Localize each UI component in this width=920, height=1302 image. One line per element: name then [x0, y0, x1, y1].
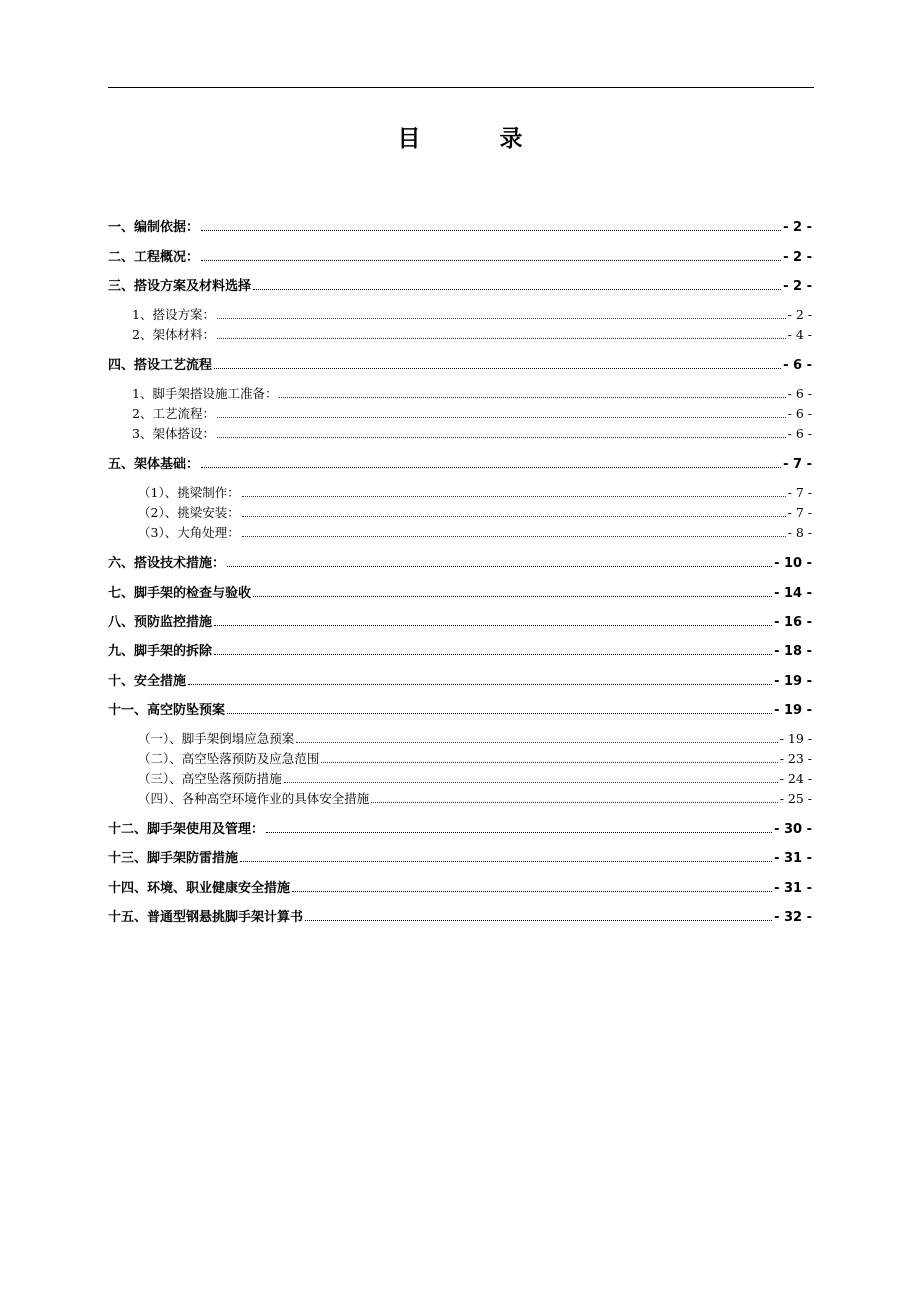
toc-subentry[interactable]	[108, 404, 812, 421]
toc-entry[interactable]	[108, 246, 812, 264]
toc-subentry[interactable]	[108, 769, 812, 786]
toc-leader	[217, 408, 786, 418]
toc-subentry[interactable]	[108, 325, 812, 342]
toc-entry-label: 2、工艺流程：	[132, 406, 215, 421]
toc-entry-label: 七、脚手架的检查与验收	[108, 586, 252, 601]
toc-entry-page: - 7 -	[787, 505, 812, 520]
toc-entry-label: 3、架体搭设：	[132, 426, 215, 441]
toc-entry-label: （3）、大角处理：	[138, 525, 240, 540]
toc-entry[interactable]	[108, 670, 812, 688]
toc-entry-label: （四）、各种高空环境作业的具体安全措施	[138, 791, 370, 806]
toc-leader	[201, 251, 781, 261]
toc-entry-label: （三）、高空坠落预防措施	[138, 771, 282, 786]
toc-entry-page: - 2 -	[783, 279, 812, 294]
toc-entry-label: 一、编制依据：	[108, 220, 200, 235]
toc-entry[interactable]	[108, 906, 812, 924]
toc-entry-page: - 24 -	[779, 771, 812, 786]
toc-leader	[217, 309, 786, 319]
toc-entry-label: 十五、普通型钢悬挑脚手架计算书	[108, 910, 304, 925]
toc-entry-label: 十四、环境、职业健康安全措施	[108, 881, 291, 896]
toc-leader	[227, 704, 772, 714]
toc-subentry[interactable]	[108, 424, 812, 441]
toc-entry-label: 十二、脚手架使用及管理：	[108, 822, 265, 837]
toc-leader	[201, 458, 781, 468]
toc-entry[interactable]	[108, 582, 812, 600]
toc-leader	[242, 507, 786, 517]
toc-entry-page: - 19 -	[774, 674, 812, 689]
toc-entry-page: - 16 -	[774, 615, 812, 630]
toc-subentry[interactable]	[108, 503, 812, 520]
toc-subentry[interactable]	[108, 789, 812, 806]
toc-leader	[188, 675, 772, 685]
toc-entry-page: - 30 -	[774, 822, 812, 837]
toc-entry-page: - 2 -	[787, 307, 812, 322]
toc-leader	[279, 388, 785, 398]
toc-entry-label: （一）、脚手架倒塌应急预案	[138, 731, 295, 746]
header-rule	[108, 87, 814, 88]
toc-entry-label: 2、架体材料：	[132, 327, 215, 342]
toc-entry-label: 十三、脚手架防雷措施	[108, 851, 239, 866]
toc-subentry[interactable]	[108, 305, 812, 322]
toc-subentry[interactable]	[108, 729, 812, 746]
toc-entry[interactable]	[108, 354, 812, 372]
toc-leader	[217, 329, 786, 339]
toc-leader	[305, 911, 772, 921]
toc-leader	[253, 587, 772, 597]
toc-entry[interactable]	[108, 275, 812, 293]
toc-entry[interactable]	[108, 818, 812, 836]
toc-leader	[371, 793, 777, 803]
toc-leader	[242, 487, 786, 497]
toc-entry-label: 十、安全措施	[108, 674, 187, 689]
toc-entry-label: 四、搭设工艺流程	[108, 358, 213, 373]
toc-entry[interactable]	[108, 216, 812, 234]
toc-leader	[253, 280, 781, 290]
toc-entry-page: - 7 -	[783, 457, 812, 472]
toc-entry-page: - 2 -	[783, 250, 812, 265]
toc-entry-page: - 6 -	[787, 386, 812, 401]
toc-entry[interactable]	[108, 699, 812, 717]
toc-entry[interactable]	[108, 640, 812, 658]
toc-entry[interactable]	[108, 552, 812, 570]
toc-entry-page: - 6 -	[783, 358, 812, 373]
toc-entry-page: - 32 -	[774, 910, 812, 925]
toc-subentry[interactable]	[108, 483, 812, 500]
toc-entry-page: - 4 -	[787, 327, 812, 342]
toc-leader	[214, 616, 772, 626]
toc-subentry[interactable]	[108, 749, 812, 766]
toc-leader	[217, 428, 786, 438]
toc-entry-page: - 8 -	[787, 525, 812, 540]
toc-leader	[266, 823, 772, 833]
toc-entry-label: 十一、高空防坠预案	[108, 703, 226, 718]
toc-entry-page: - 7 -	[787, 485, 812, 500]
toc-entry-page: - 10 -	[774, 556, 812, 571]
toc-entry-page: - 19 -	[774, 703, 812, 718]
toc-entry-label: 三、搭设方案及材料选择	[108, 279, 252, 294]
toc-entry-label: （1）、挑梁制作：	[138, 485, 240, 500]
toc-subentry[interactable]	[108, 384, 812, 401]
toc-entry-label: 八、预防监控措施	[108, 615, 213, 630]
toc-leader	[240, 852, 772, 862]
toc-subentry[interactable]	[108, 523, 812, 540]
toc-entry[interactable]	[108, 611, 812, 629]
toc-entry-page: - 2 -	[783, 220, 812, 235]
toc-entry-label: 1、脚手架搭设施工准备：	[132, 386, 278, 401]
toc-leader	[242, 527, 786, 537]
toc-entry-page: - 25 -	[779, 791, 812, 806]
toc-entry-page: - 6 -	[787, 426, 812, 441]
toc-entry-label: （二）、高空坠落预防及应急范围	[138, 751, 320, 766]
toc-leader	[296, 733, 777, 743]
toc-entry-page: - 18 -	[774, 644, 812, 659]
toc-entry-label: 五、架体基础：	[108, 457, 200, 472]
toc-leader	[292, 882, 772, 892]
toc-entry-page: - 23 -	[779, 751, 812, 766]
toc-entry[interactable]	[108, 877, 812, 895]
toc-entry[interactable]	[108, 847, 812, 865]
toc-entry-page: - 31 -	[774, 851, 812, 866]
toc-entry-label: 二、工程概况：	[108, 250, 200, 265]
toc-entry-page: - 31 -	[774, 881, 812, 896]
toc-leader	[284, 773, 778, 783]
toc-entry-page: - 6 -	[787, 406, 812, 421]
toc-leader	[321, 753, 777, 763]
toc-entry-label: 九、脚手架的拆除	[108, 644, 213, 659]
toc-entry-page: - 14 -	[774, 586, 812, 601]
toc-entry-label: 六、搭设技术措施：	[108, 556, 226, 571]
toc-entry[interactable]	[108, 453, 812, 471]
toc-leader	[214, 359, 781, 369]
toc-leader	[227, 557, 772, 567]
toc-entry-label: 1、搭设方案：	[132, 307, 215, 322]
toc-leader	[214, 645, 772, 655]
toc-entry-label: （2）、挑梁安装：	[138, 505, 240, 520]
toc-leader	[201, 221, 781, 231]
toc-entry-page: - 19 -	[779, 731, 812, 746]
page-title: 目 录	[397, 126, 551, 152]
